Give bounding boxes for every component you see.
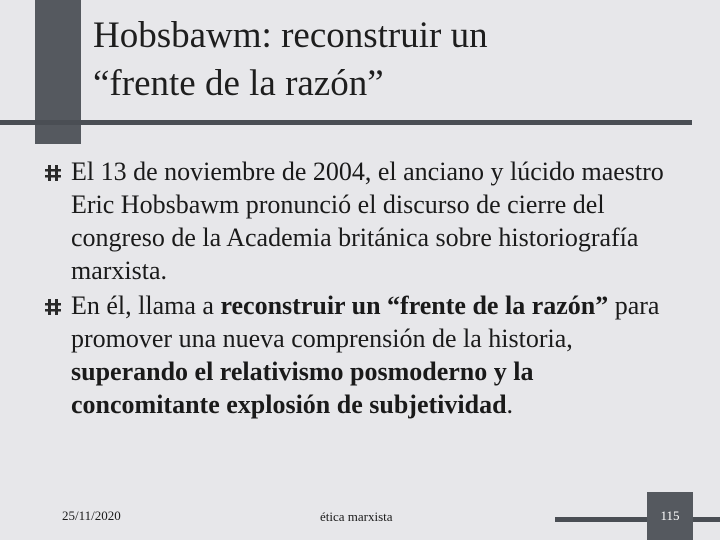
page-number: 115 bbox=[660, 508, 680, 523]
title-line-1: Hobsbawm: reconstruir un bbox=[93, 15, 488, 56]
footer-title: ética marxista bbox=[320, 509, 393, 524]
bullet-2-bold-phrase-2: superando el relativismo posmoderno y la concomitante explosión de subjetividad bbox=[71, 357, 534, 419]
footer-divider-rule bbox=[555, 517, 720, 522]
bullet-1-text: El 13 de noviembre de 2004, el anciano y lúcido maestro Eric Hobsbawm pronunció el discurso de cierre del congreso de la Academia británica sobre historiografía marxista. bbox=[71, 157, 664, 285]
bullet-2-text-part-3: . bbox=[506, 390, 514, 419]
hash-bullet-icon bbox=[44, 164, 62, 182]
bullet-2-bold-phrase-1: reconstruir un “frente de la razón” bbox=[220, 291, 609, 320]
page-number-box bbox=[647, 492, 693, 540]
hash-bullet-icon bbox=[44, 298, 62, 316]
footer-date: 25/11/2020 bbox=[62, 508, 121, 523]
bullet-2-text-part-1: En él, llama a bbox=[71, 291, 221, 320]
bullet-item-2 bbox=[42, 289, 682, 421]
slide-title bbox=[93, 12, 693, 108]
title-divider-rule bbox=[0, 120, 692, 125]
title-line-2: “frente de la razón” bbox=[93, 63, 384, 104]
bullet-item-1 bbox=[42, 155, 682, 287]
bullet-list bbox=[42, 155, 682, 421]
bullet-2-text-part-2: para promover una nueva comprensión de la historia, bbox=[71, 291, 660, 353]
